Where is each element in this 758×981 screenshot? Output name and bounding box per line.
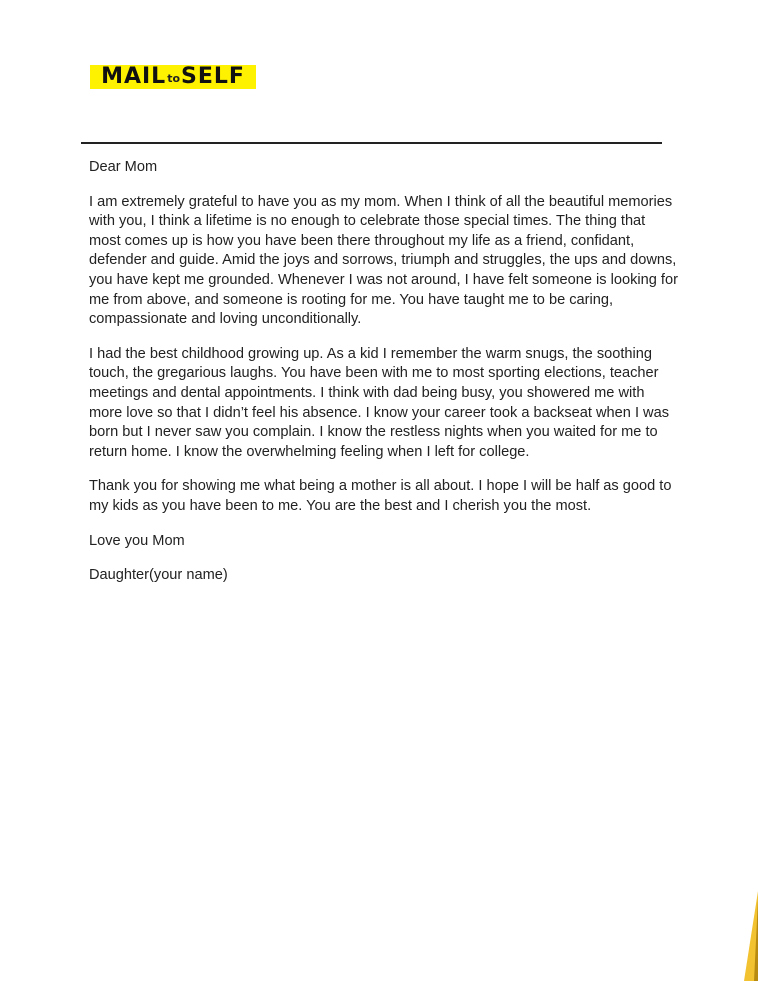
corner-decoration (728, 891, 758, 981)
letter-body (89, 158, 679, 601)
closing: Love you Mom (89, 532, 185, 549)
logo-text-mail: MAIL (101, 64, 167, 89)
header-divider (81, 142, 662, 144)
logo-text-to: to (167, 72, 181, 85)
signature: Daughter(your name) (89, 567, 228, 584)
paragraph: I had the best childhood growing up. As a kid I remember the warm snugs, the soothing touch, the gregarious laughs. You have been with me to most sporting elections, teacher meetings and dental appointments. I think with dad being busy, you showered me with more love so that I didn’t feel his absence. I know your career took a backseat when I was born but I never saw you complain. I know the restless nights when you waited for me to return home. I know the overwhelming feeling when I left for college. (89, 345, 670, 460)
paragraph: Thank you for showing me what being a mother is all about. I hope I will be half as good to my kids as you have been to me. You are the best and I cherish you the most. (89, 478, 672, 514)
logo-text-self: SELF (181, 64, 245, 89)
mailtoself-logo (90, 65, 256, 89)
paragraph: I am extremely grateful to have you as my mom. When I think of all the beautiful memories with you, I think a lifetime is no enough to celebrate those special times. The thing that most comes up is how you have been there throughout my life as a friend, confidant, defender and guide. Amid the joys and sorrows, triumph and struggles, the ups and downs, you have kept me grounded. Whenever I was not around, I have felt someone is looking for me from above, and someone is rooting for me. You have taught me to be caring, compassionate and loving unconditionally. (89, 193, 678, 328)
salutation: Dear Mom (89, 159, 158, 175)
